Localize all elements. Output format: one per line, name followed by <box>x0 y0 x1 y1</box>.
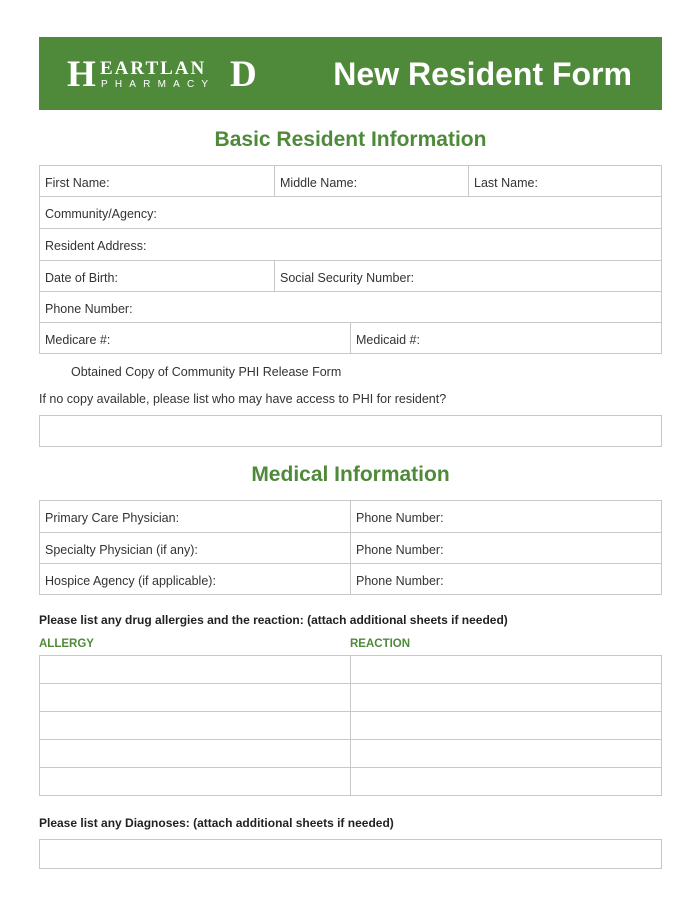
phi-release-checkbox-label[interactable]: Obtained Copy of Community PHI Release Form <box>71 365 342 379</box>
date-of-birth-label: Date of Birth: <box>45 271 118 285</box>
last-name-label: Last Name: <box>474 176 538 190</box>
medicaid-field[interactable] <box>350 322 662 354</box>
first-name-field[interactable] <box>39 165 275 197</box>
phi-access-question: If no copy available, please list who may have access to PHI for resident? <box>39 392 447 406</box>
header-banner <box>39 37 662 110</box>
reaction-column-header: REACTION <box>350 638 411 650</box>
medicaid-label: Medicaid #: <box>356 333 420 347</box>
primary-care-physician-field[interactable] <box>39 500 351 533</box>
primary-care-physician-label: Primary Care Physician: <box>45 511 180 525</box>
allergy-input[interactable] <box>39 655 351 684</box>
allergy-input[interactable] <box>39 683 351 712</box>
heartland-pharmacy-logo <box>67 55 267 95</box>
middle-name-field[interactable] <box>274 165 469 197</box>
logo-letter-h: H <box>67 54 96 95</box>
basic-info-title: Basic Resident Information <box>214 128 487 151</box>
logo-letter-d: D <box>230 54 257 95</box>
specialty-physician-label: Specialty Physician (if any): <box>45 543 198 557</box>
phone-number-field[interactable] <box>39 291 662 323</box>
middle-name-label: Middle Name: <box>280 176 358 190</box>
medical-info-title: Medical Information <box>251 463 450 486</box>
hospice-agency-label: Hospice Agency (if applicable): <box>45 574 216 588</box>
allergy-input[interactable] <box>39 711 351 740</box>
reaction-input[interactable] <box>350 739 662 768</box>
logo-subtitle: PHARMACY <box>101 79 216 90</box>
pcp-phone-field[interactable] <box>350 500 662 533</box>
last-name-field[interactable] <box>468 165 662 197</box>
community-agency-field[interactable] <box>39 196 662 229</box>
reaction-input[interactable] <box>350 683 662 712</box>
allergies-instructions: Please list any drug allergies and the reaction: (attach additional sheets if needed) <box>39 613 508 627</box>
allergy-input[interactable] <box>39 739 351 768</box>
logo-wordmark: EARTLAN <box>100 58 207 79</box>
phone-number-label: Phone Number: <box>45 302 133 316</box>
ssn-label: Social Security Number: <box>280 271 415 285</box>
specialty-phone-field[interactable] <box>350 532 662 564</box>
pcp-phone-label: Phone Number: <box>356 511 444 525</box>
form-title: New Resident Form <box>333 56 632 92</box>
resident-address-label: Resident Address: <box>45 239 147 253</box>
medicare-label: Medicare #: <box>45 333 111 347</box>
reaction-input[interactable] <box>350 655 662 684</box>
specialty-phone-label: Phone Number: <box>356 543 444 557</box>
reaction-input[interactable] <box>350 767 662 796</box>
hospice-phone-label: Phone Number: <box>356 574 444 588</box>
first-name-label: First Name: <box>45 176 110 190</box>
specialty-physician-field[interactable] <box>39 532 351 564</box>
diagnoses-input[interactable] <box>39 839 662 869</box>
medicare-field[interactable] <box>39 322 351 354</box>
allergy-column-header: ALLERGY <box>39 638 94 650</box>
date-of-birth-field[interactable] <box>39 260 275 292</box>
reaction-input[interactable] <box>350 711 662 740</box>
allergy-input[interactable] <box>39 767 351 796</box>
hospice-phone-field[interactable] <box>350 563 662 595</box>
hospice-agency-field[interactable] <box>39 563 351 595</box>
resident-address-field[interactable] <box>39 228 662 261</box>
ssn-field[interactable] <box>274 260 662 292</box>
community-agency-label: Community/Agency: <box>45 207 157 221</box>
diagnoses-instructions: Please list any Diagnoses: (attach additional sheets if needed) <box>39 816 394 830</box>
phi-access-input[interactable] <box>39 415 662 447</box>
